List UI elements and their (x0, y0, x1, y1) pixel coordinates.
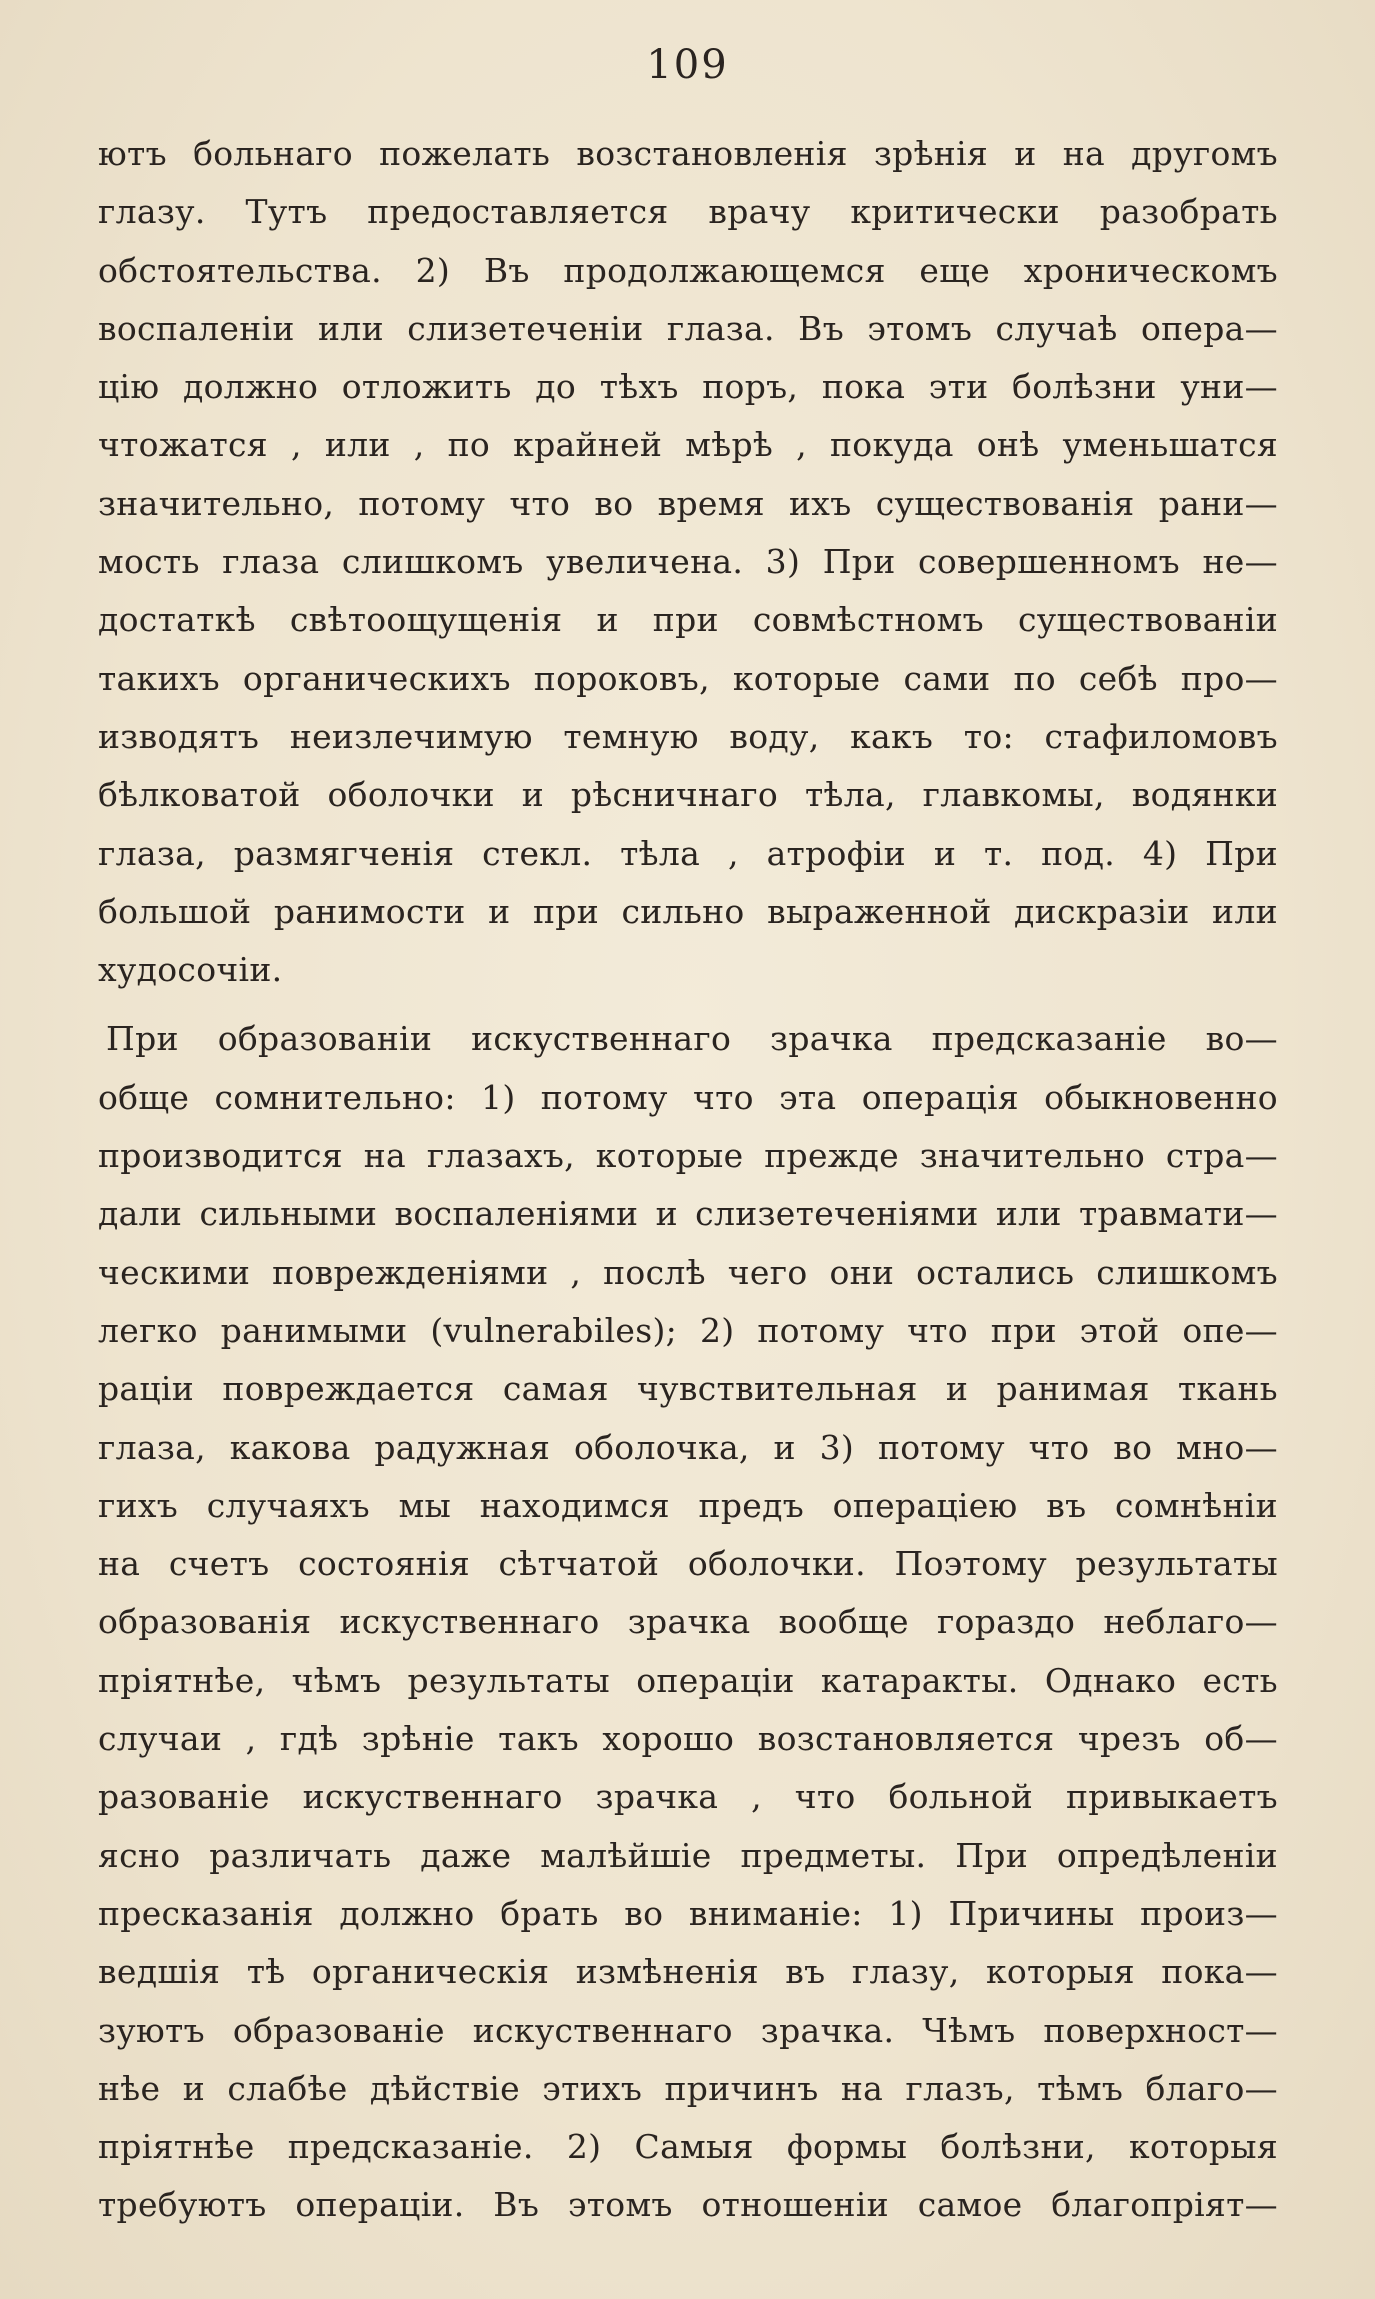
text-line: цію должно отложить до тѣхъ поръ, пока эти болѣзни уни— (98, 367, 1278, 407)
paragraph (98, 125, 1278, 999)
page-number: 109 (646, 42, 729, 88)
text-line: обще сомнительно: 1) потому что эта операція обыкновенно (98, 1077, 1278, 1117)
text-line: значительно, потому что во время ихъ существованія рани— (98, 483, 1278, 523)
text-line: мость глаза слишкомъ увеличена. 3) При совершенномъ не— (98, 542, 1278, 582)
paragraph (98, 1010, 1278, 2234)
text-line: ческими поврежденіями , послѣ чего они остались слишкомъ (98, 1252, 1278, 1292)
text-line: разованіе искуственнаго зрачка , что больной привыкаетъ (98, 1777, 1278, 1817)
text-line: образованія искуственнаго зрачка вообще гораздо неблаго— (98, 1602, 1278, 1642)
text-line: пріятнѣе, чѣмъ результаты операціи катаракты. Однако есть (98, 1660, 1278, 1700)
text-line: раціи повреждается самая чувствительная и ранимая ткань (98, 1369, 1278, 1409)
text-line: ведшія тѣ органическія измѣненія въ глазу, которыя пока— (98, 1952, 1278, 1992)
text-line: воспаленіи или слизетеченіи глаза. Въ этомъ случаѣ опера— (98, 308, 1278, 348)
text-line: ясно различать даже малѣйшіе предметы. При опредѣленіи (98, 1835, 1278, 1875)
text-line: такихъ органическихъ пороковъ, которые сами по себѣ про— (98, 658, 1278, 698)
text-line: бѣлковатой оболочки и рѣсничнаго тѣла, главкомы, водянки (98, 775, 1278, 815)
text-line: легко ранимыми (vulnerabiles); 2) потому что при этой опе— (98, 1310, 1278, 1350)
text-line: на счетъ состоянія сѣтчатой оболочки. Поэтому результаты (98, 1544, 1278, 1584)
text-line: достаткѣ свѣтоощущенія и при совмѣстномъ существованіи (98, 600, 1278, 640)
text-line: пресказанія должно брать во вниманіе: 1) Причины произ— (98, 1893, 1278, 1933)
text-line: зуютъ образованіе искуственнаго зрачка. Чѣмъ поверхност— (98, 2010, 1278, 2050)
text-line: худосочіи. (98, 950, 283, 990)
text-line: производится на глазахъ, которые прежде значительно стра— (98, 1136, 1278, 1176)
text-line: обстоятельства. 2) Въ продолжающемся еще хроническомъ (98, 250, 1278, 290)
text-line: гихъ случаяхъ мы находимся предъ операціею въ сомнѣніи (98, 1485, 1278, 1525)
paragraph-gap (98, 999, 1278, 1010)
body-text (98, 125, 1278, 2235)
text-line: пріятнѣе предсказаніе. 2) Самыя формы болѣзни, которыя (98, 2127, 1278, 2167)
text-line: глаза, размягченія стекл. тѣла , атрофіи и т. под. 4) При (98, 833, 1278, 873)
text-line: требуютъ операціи. Въ этомъ отношеніи самое благопріят— (98, 2185, 1278, 2225)
text-line: глазу. Тутъ предоставляется врачу критически разобрать (98, 192, 1278, 232)
text-line: ютъ больнаго пожелать возстановленія зрѣнія и на другомъ (98, 134, 1278, 173)
text-line: При образованіи искуственнаго зрачка предсказаніе во— (106, 1019, 1278, 1059)
text-line: большой ранимости и при сильно выраженной дискразіи или (98, 891, 1278, 931)
text-line: случаи , гдѣ зрѣніе такъ хорошо возстановляется чрезъ об— (98, 1719, 1278, 1759)
text-line: чтожатся , или , по крайней мѣрѣ , покуда онѣ уменьшатся (98, 425, 1278, 465)
text-line: дали сильными воспаленіями и слизетеченіями или травмати— (98, 1194, 1278, 1234)
text-line: глаза, какова радужная оболочка, и 3) потому что во мно— (98, 1427, 1278, 1467)
text-line: нѣе и слабѣе дѣйствіе этихъ причинъ на глазъ, тѣмъ благо— (98, 2068, 1278, 2108)
text-line: изводятъ неизлечимую темную воду, какъ то: стафиломовъ (98, 716, 1278, 756)
